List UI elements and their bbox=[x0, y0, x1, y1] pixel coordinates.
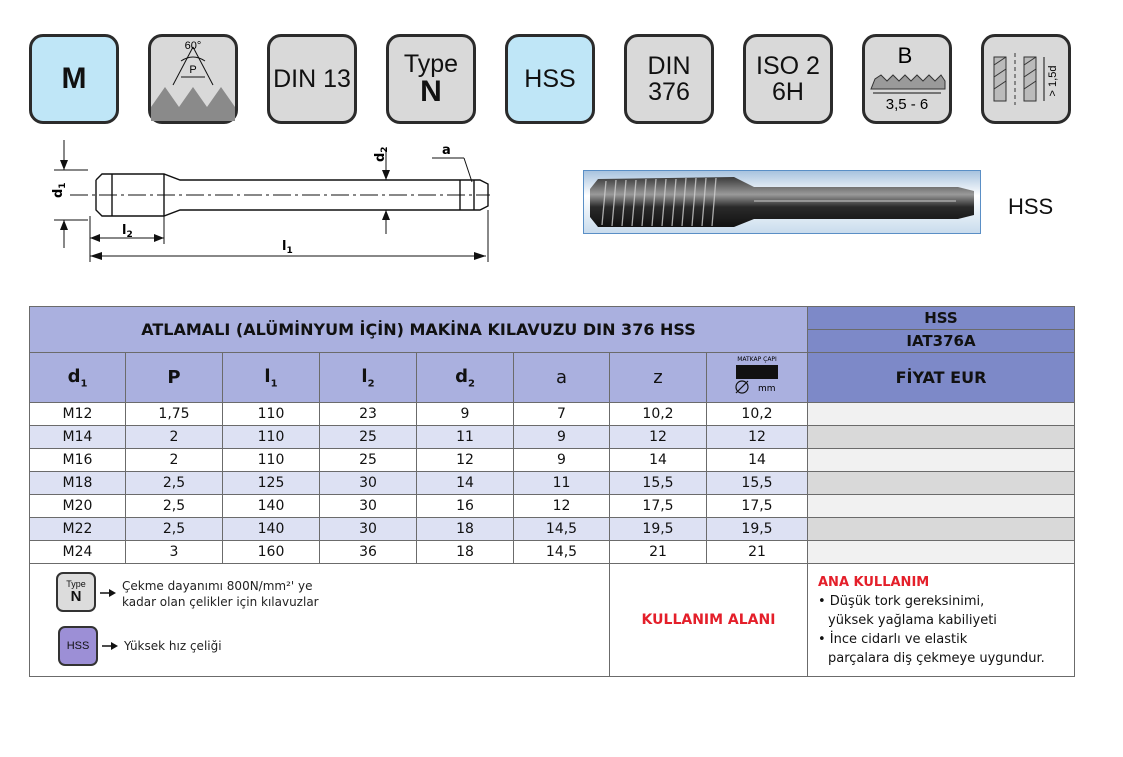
iso-badge bbox=[743, 34, 833, 124]
din376-badge bbox=[624, 34, 714, 124]
usage-area-title: KULLANIM ALANI bbox=[610, 564, 808, 677]
price-cell bbox=[808, 426, 1075, 449]
table-cell: 23 bbox=[320, 403, 417, 426]
table-cell: 10,2 bbox=[610, 403, 707, 426]
table-cell: M16 bbox=[30, 449, 126, 472]
col-p-header: P bbox=[126, 353, 223, 403]
type-n-badge bbox=[386, 34, 476, 124]
din376-line2: 376 bbox=[648, 78, 690, 106]
l1-dim-label: l bbox=[282, 239, 287, 254]
photo-material-label: HSS bbox=[1008, 194, 1054, 219]
table-cell: 2,5 bbox=[126, 472, 223, 495]
legend-type-description bbox=[122, 578, 319, 610]
table-cell: 110 bbox=[223, 426, 320, 449]
price-cell bbox=[808, 403, 1075, 426]
col-drill-header bbox=[707, 353, 808, 403]
thread-angle-text: 60° bbox=[184, 40, 202, 52]
svg-text:d1 bbox=[51, 182, 68, 198]
table-cell: M18 bbox=[30, 472, 126, 495]
legend-type-n-badge bbox=[56, 572, 96, 612]
table-row bbox=[30, 541, 1075, 564]
col-z-header: z bbox=[610, 353, 707, 403]
table-cell: 16 bbox=[417, 495, 514, 518]
chamfer-badge bbox=[862, 34, 952, 124]
legend-type-text-1: Çekme dayanımı 800N/mm²' ye bbox=[122, 579, 313, 593]
table-cell: 18 bbox=[417, 518, 514, 541]
price-header: FİYAT EUR bbox=[808, 353, 1075, 403]
table-cell: 9 bbox=[417, 403, 514, 426]
legend-type-text-2: kadar olan çelikler için kılavuzlar bbox=[122, 595, 319, 609]
chamfer-icon bbox=[865, 37, 949, 121]
table-cell: 21 bbox=[707, 541, 808, 564]
table-cell: 25 bbox=[320, 449, 417, 472]
thread-type-badge bbox=[29, 34, 119, 124]
table-cell: M12 bbox=[30, 403, 126, 426]
tap-photo-icon bbox=[584, 171, 980, 233]
thread-profile-badge bbox=[148, 34, 238, 124]
table-cell: 19,5 bbox=[610, 518, 707, 541]
table-cell: M22 bbox=[30, 518, 126, 541]
chamfer-range: 3,5 - 6 bbox=[885, 96, 929, 113]
table-cell: 10,2 bbox=[707, 403, 808, 426]
col-d1-header: $d_1$ bbox=[30, 353, 126, 403]
thread-profile-icon bbox=[151, 37, 235, 121]
tap-spec-table bbox=[29, 306, 1075, 677]
legend-type-big: N bbox=[70, 588, 82, 605]
table-cell: 110 bbox=[223, 403, 320, 426]
table-cell: 17,5 bbox=[610, 495, 707, 518]
usage-notes bbox=[808, 564, 1075, 677]
table-cell: 12 bbox=[514, 495, 610, 518]
chamfer-letter: B bbox=[897, 43, 913, 68]
table-cell: 21 bbox=[610, 541, 707, 564]
col-d2-header: $d_2$ bbox=[417, 353, 514, 403]
table-cell: 11 bbox=[514, 472, 610, 495]
l2-dim-label: l bbox=[122, 223, 127, 238]
legend-arrow-icon bbox=[100, 588, 116, 598]
din13-label: DIN 13 bbox=[273, 65, 351, 93]
type-label: Type bbox=[403, 50, 459, 78]
drill-caption: MATKAP ÇAPI bbox=[737, 356, 777, 363]
price-cell bbox=[808, 472, 1075, 495]
table-cell: 30 bbox=[320, 495, 417, 518]
table-cell: 2,5 bbox=[126, 495, 223, 518]
price-cell bbox=[808, 541, 1075, 564]
price-cell bbox=[808, 449, 1075, 472]
table-row bbox=[30, 403, 1075, 426]
table-cell: 9 bbox=[514, 449, 610, 472]
hss-label: HSS bbox=[524, 65, 576, 93]
table-title: ATLAMALI (ALÜMİNYUM İÇİN) MAKİNA KILAVUZU DIN 376 HSS bbox=[30, 307, 808, 353]
d2-dim-sub: 2 bbox=[380, 146, 390, 153]
legend-type-small: Type bbox=[66, 579, 86, 589]
legend-cell bbox=[30, 564, 610, 677]
table-row bbox=[30, 426, 1075, 449]
price-cell bbox=[808, 518, 1075, 541]
d1-dim-sub: 1 bbox=[58, 182, 68, 189]
table-cell: 30 bbox=[320, 518, 417, 541]
svg-text:l2 bbox=[122, 223, 133, 240]
through-hole-icon bbox=[984, 37, 1068, 121]
table-cell: 125 bbox=[223, 472, 320, 495]
table-cell: 9 bbox=[514, 426, 610, 449]
footer-row bbox=[30, 564, 1075, 677]
table-cell: 2,5 bbox=[126, 518, 223, 541]
l2-dim-sub: 2 bbox=[126, 230, 133, 240]
col-a-header: a bbox=[514, 353, 610, 403]
usage-note-2b: parçalara diş çekmeye uygundur. bbox=[828, 650, 1045, 666]
table-cell: M14 bbox=[30, 426, 126, 449]
table-cell: M20 bbox=[30, 495, 126, 518]
thread-type-label: M bbox=[61, 62, 87, 95]
hss-badge bbox=[505, 34, 595, 124]
usage-main-title: ANA KULLANIM bbox=[818, 574, 930, 590]
table-row bbox=[30, 518, 1075, 541]
table-cell: 3 bbox=[126, 541, 223, 564]
usage-note-1a: • Düşük tork gereksinimi, bbox=[818, 593, 985, 609]
table-cell: 36 bbox=[320, 541, 417, 564]
usage-note-2a: • İnce cidarlı ve elastik bbox=[818, 631, 968, 647]
through-hole-badge bbox=[981, 34, 1071, 124]
table-cell: 140 bbox=[223, 518, 320, 541]
table-cell: 14,5 bbox=[514, 541, 610, 564]
table-cell: 14 bbox=[417, 472, 514, 495]
legend-arrow-icon bbox=[102, 641, 118, 651]
table-row bbox=[30, 472, 1075, 495]
table-cell: 140 bbox=[223, 495, 320, 518]
table-cell: 11 bbox=[417, 426, 514, 449]
l1-dim-sub: 1 bbox=[286, 246, 293, 256]
col-l2-header: $l_2$ bbox=[320, 353, 417, 403]
iso-line1: ISO 2 bbox=[756, 52, 820, 80]
usage-note-1b: yüksek yağlama kabiliyeti bbox=[828, 612, 997, 628]
table-row bbox=[30, 495, 1075, 518]
tap-technical-drawing bbox=[40, 140, 500, 266]
table-cell: 110 bbox=[223, 449, 320, 472]
column-header-row bbox=[30, 353, 1075, 403]
table-cell: 25 bbox=[320, 426, 417, 449]
tap-product-photo bbox=[583, 170, 981, 234]
table-cell: 14 bbox=[610, 449, 707, 472]
table-cell: 30 bbox=[320, 472, 417, 495]
svg-text:l1 bbox=[282, 239, 293, 256]
depth-label: > 1,5d bbox=[1047, 65, 1059, 97]
thread-pitch-text: P bbox=[189, 64, 197, 76]
drill-diameter-icon bbox=[722, 353, 792, 397]
table-cell: 15,5 bbox=[610, 472, 707, 495]
table-body bbox=[30, 403, 1075, 564]
table-cell: 12 bbox=[417, 449, 514, 472]
table-row bbox=[30, 449, 1075, 472]
table-cell: 14,5 bbox=[514, 518, 610, 541]
col-l1-header: $l_1$ bbox=[223, 353, 320, 403]
table-cell: 7 bbox=[514, 403, 610, 426]
table-cell: 12 bbox=[610, 426, 707, 449]
material-header: HSS bbox=[808, 307, 1075, 330]
table-cell: 18 bbox=[417, 541, 514, 564]
table-cell: 2 bbox=[126, 449, 223, 472]
svg-text:d2 bbox=[373, 146, 390, 162]
table-cell: 12 bbox=[707, 426, 808, 449]
table-cell: M24 bbox=[30, 541, 126, 564]
legend-hss-description: Yüksek hız çeliği bbox=[124, 639, 222, 653]
drill-unit: mm bbox=[758, 384, 776, 394]
table-cell: 14 bbox=[707, 449, 808, 472]
table-cell: 17,5 bbox=[707, 495, 808, 518]
type-value: N bbox=[420, 75, 442, 108]
iso-line2: 6H bbox=[772, 78, 804, 106]
din13-badge bbox=[267, 34, 357, 124]
d2-dim-label: d bbox=[373, 152, 388, 162]
legend-hss-small: HSS bbox=[66, 640, 90, 652]
a-dim-label: a bbox=[442, 143, 451, 158]
legend-hss-badge bbox=[58, 626, 98, 666]
table-cell: 19,5 bbox=[707, 518, 808, 541]
table-cell: 1,75 bbox=[126, 403, 223, 426]
table-cell: 2 bbox=[126, 426, 223, 449]
product-code-header: IAT376A bbox=[808, 330, 1075, 353]
d1-dim-label: d bbox=[51, 188, 66, 198]
table-cell: 160 bbox=[223, 541, 320, 564]
price-cell bbox=[808, 495, 1075, 518]
din376-line1: DIN bbox=[647, 52, 691, 80]
table-cell: 15,5 bbox=[707, 472, 808, 495]
